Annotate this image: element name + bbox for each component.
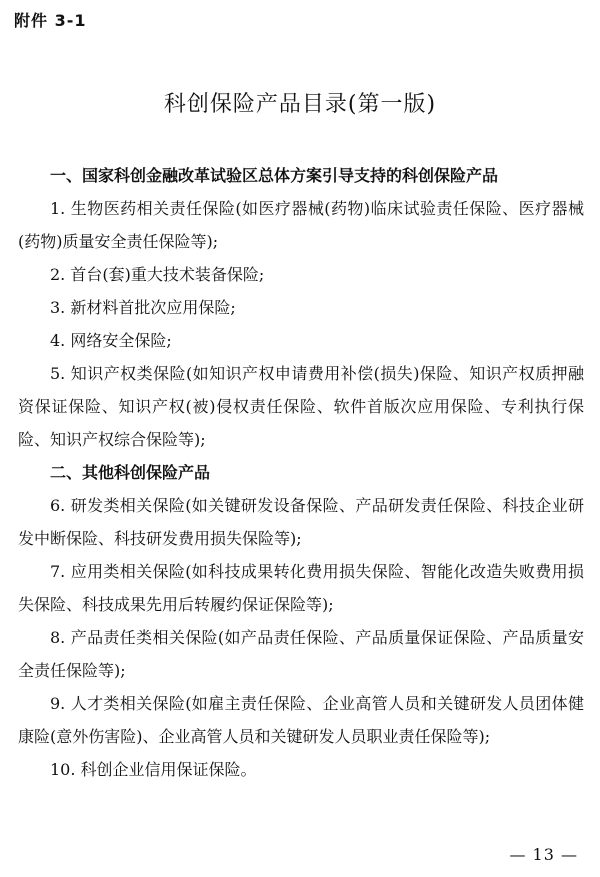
page-title: 科创保险产品目录(第一版) <box>163 92 437 117</box>
page-number: — 13 — <box>509 845 578 864</box>
list-item-4: 4. 网络安全保险; <box>50 331 172 350</box>
list-item-8: 8. 产品责任类相关保险(如产品责任保险、产品质量保证保险、产品质量安全责任保险等); <box>18 628 584 680</box>
list-item-5: 5. 知识产权类保险(如知识产权申请费用补偿(损失)保险、知识产权质押融资保证保险、知识产权(被)侵权责任保险、软件首版次应用保险、专利执行保险、知识产权综合保险等); <box>18 364 584 449</box>
list-item-2: 2. 首台(套)重大技术装备保险; <box>50 265 265 284</box>
list-item-3: 3. 新材料首批次应用保险; <box>50 298 236 317</box>
list-item-9: 9. 人才类相关保险(如雇主责任保险、企业高管人员和关键研发人员团体健康险(意外伤害险)、企业高管人员和关键研发人员职业责任保险等); <box>18 694 584 746</box>
list-item-1: 1. 生物医药相关责任保险(如医疗器械(药物)临床试验责任保险、医疗器械(药物)质量安全责任保险等); <box>18 199 584 251</box>
document-body <box>18 159 584 786</box>
list-item-6: 6. 研发类相关保险(如关键研发设备保险、产品研发责任保险、科技企业研发中断保险、科技研发费用损失保险等); <box>18 496 584 548</box>
list-item-10: 10. 科创企业信用保证保险。 <box>50 760 257 779</box>
section-heading-2: 二、其他科创保险产品 <box>50 463 211 482</box>
list-item-7: 7. 应用类相关保险(如科技成果转化费用损失保险、智能化改造失败费用损失保险、科技成果先用后转履约保证保险等); <box>18 562 584 614</box>
attachment-label: 附件 3-1 <box>14 11 87 30</box>
section-heading-1: 一、国家科创金融改革试验区总体方案引导支持的科创保险产品 <box>50 166 499 185</box>
